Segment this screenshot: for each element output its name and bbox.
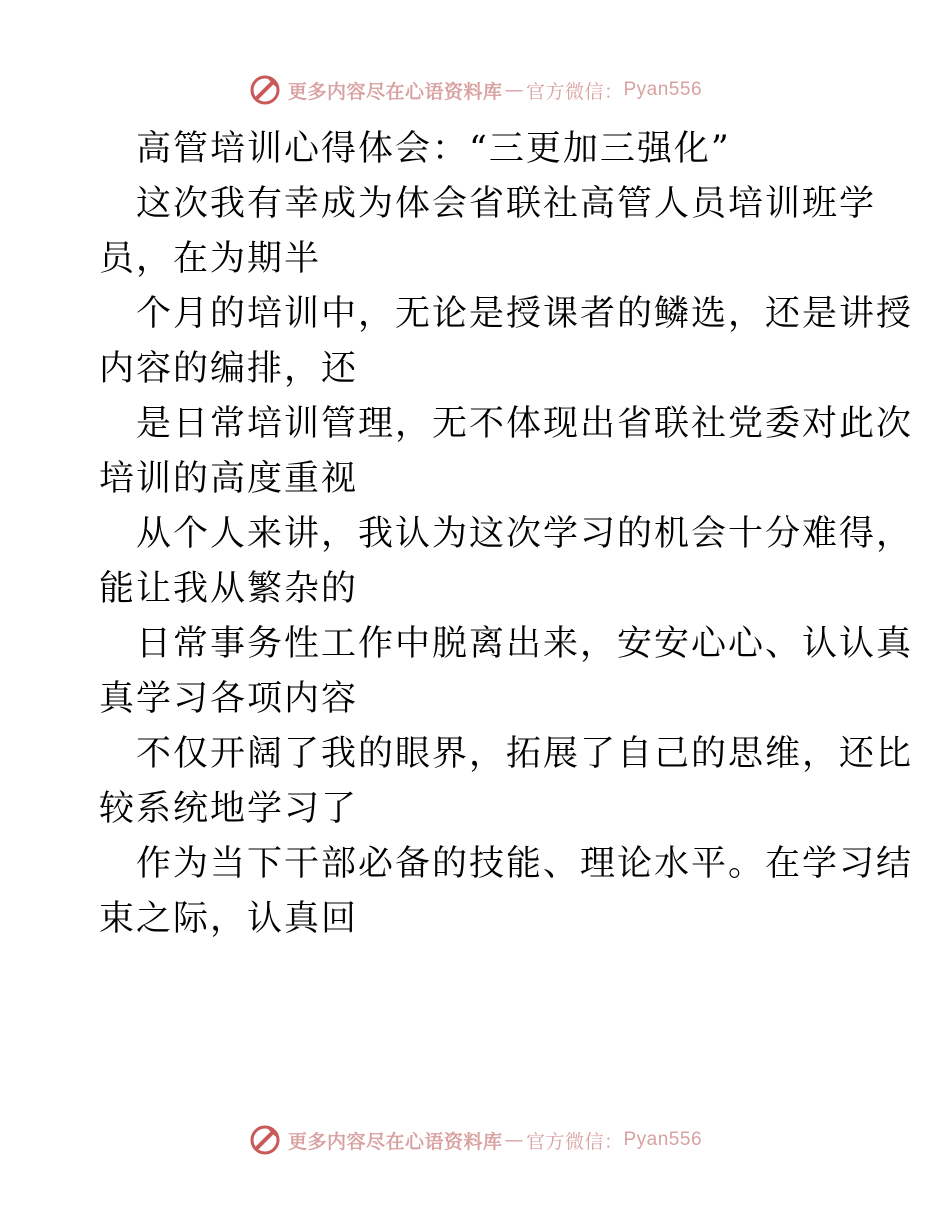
watermark-wechat-label: 官方微信： — [525, 80, 624, 103]
watermark-separator: — — [504, 1129, 524, 1151]
text-line: 这次我有幸成为体会省联社高管人员培训班学 — [136, 184, 877, 224]
text-line: 个月的培训中，无论是授课者的鳞选，还是讲授 — [136, 294, 914, 334]
watermark-separator: — — [504, 79, 524, 101]
watermark-wechat-id: Pyan556 — [623, 1129, 703, 1150]
text-line: 作为当下干部必备的技能、理论水平。在学习结 — [136, 844, 914, 884]
document-title: 高管培训心得体会：“三更加三强化” — [136, 129, 731, 169]
watermark-brand: 更多内容尽在心语资料库 — [287, 80, 503, 103]
watermark-brand: 更多内容尽在心语资料库 — [287, 1130, 503, 1153]
text-line: 能让我从繁杂的 — [99, 569, 359, 609]
text-line: 较系统地学习了 — [99, 789, 359, 829]
pen-logo-icon — [248, 73, 282, 107]
text-line: 内容的编排，还 — [99, 349, 359, 389]
text-line: 培训的高度重视 — [99, 459, 359, 499]
text-line: 日常事务性工作中脱离出来，安安心心、认认真 — [136, 624, 914, 664]
text-line: 真学习各项内容 — [99, 679, 359, 719]
pen-logo-icon — [248, 1123, 282, 1157]
text-line: 是日常培训管理，无不体现出省联社党委对此次 — [136, 404, 914, 444]
watermark-wechat-label: 官方微信： — [525, 1130, 624, 1153]
document-body — [99, 122, 914, 947]
text-line: 员，在为期半 — [99, 239, 322, 279]
text-line: 从个人来讲，我认为这次学习的机会十分难得， — [136, 514, 914, 554]
footer-watermark — [0, 1120, 950, 1160]
text-line: 束之际，认真回 — [99, 899, 359, 939]
header-watermark — [0, 70, 950, 110]
watermark-wechat-id: Pyan556 — [623, 79, 703, 100]
text-line: 不仅开阔了我的眼界，拓展了自己的思维，还比 — [136, 734, 914, 774]
